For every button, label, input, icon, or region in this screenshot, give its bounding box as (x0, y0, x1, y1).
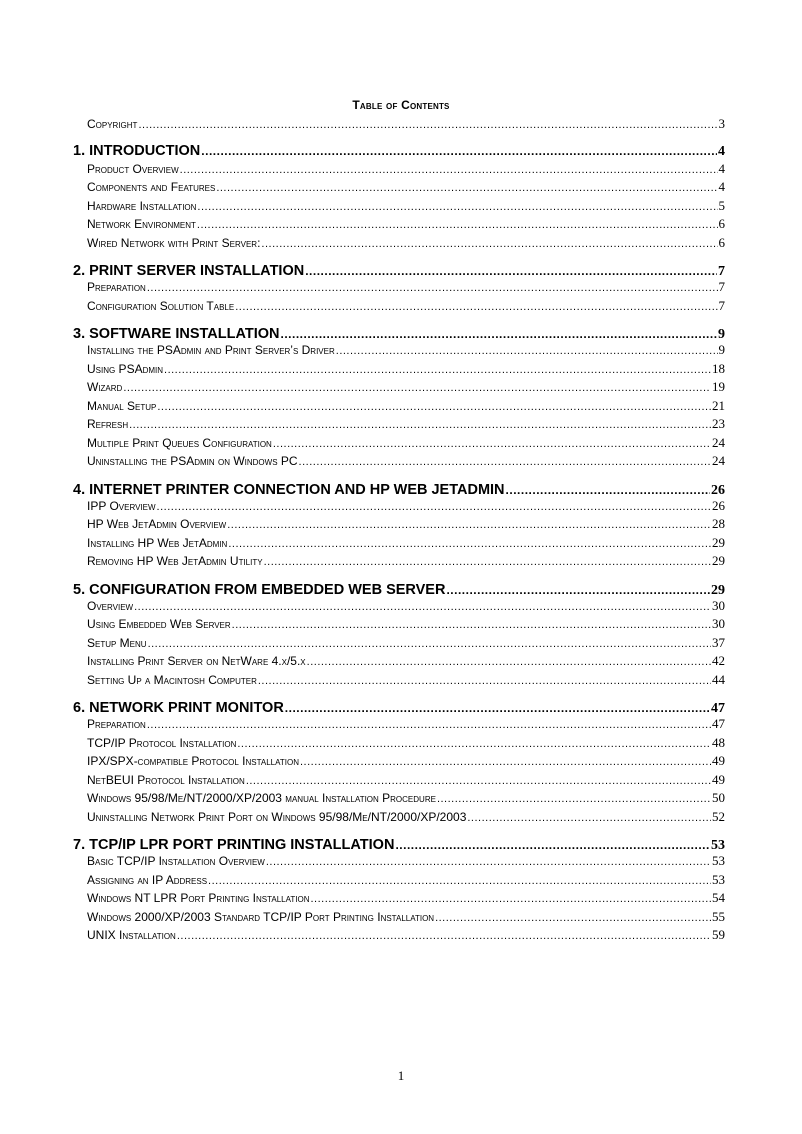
toc-entry-page: 21 (712, 397, 725, 413)
dot-leader (237, 738, 711, 750)
toc-entry-label: Copyright (87, 117, 138, 131)
toc-entry-page: 53 (711, 838, 725, 853)
dot-leader (147, 719, 711, 731)
dot-leader (264, 556, 711, 568)
toc-entry-label: Preparation (87, 280, 146, 294)
toc-entry-page: 48 (712, 734, 725, 750)
dot-leader (307, 656, 711, 668)
toc-entry-page: 54 (712, 890, 725, 905)
toc-entry-page: 55 (712, 908, 725, 924)
toc-section-entry[interactable] (73, 672, 725, 691)
toc-entry-label: Configuration Solution Table (87, 298, 235, 313)
toc-section-entry[interactable] (73, 772, 725, 791)
dot-leader (157, 401, 711, 413)
toc-entry-page: 7 (718, 297, 725, 313)
toc-entry-label: Network Environment (87, 217, 196, 231)
toc-entry-label: Using Embedded Web Server (87, 617, 231, 631)
toc-entry-page: 4 (718, 143, 725, 159)
toc-entry-label: Using PSAdmin (87, 361, 164, 376)
toc-entry-label: Windows 95/98/Me/NT/2000/XP/2003 manual Installation Procedure (87, 791, 436, 805)
toc-entry-label: 5. CONFIGURATION FROM EMBEDDED WEB SERVER (73, 581, 446, 598)
toc-entry-page: 9 (718, 327, 725, 342)
toc-entry-page: 26 (711, 482, 725, 498)
toc-entry-label: 4. INTERNET PRINTER CONNECTION AND HP WEB JETADMIN (73, 481, 505, 498)
toc-entry-label: HP Web JetAdmin Overview (87, 517, 227, 531)
toc-section-entry[interactable] (73, 235, 725, 254)
toc-section-entry[interactable] (73, 616, 725, 635)
dot-leader (280, 327, 717, 341)
toc-entry-page: 5 (718, 197, 725, 213)
toc-entry-page: 50 (712, 790, 725, 805)
dot-leader (506, 483, 710, 497)
toc-entry-label: TCP/IP Protocol Installation (87, 735, 237, 750)
toc-entry-page: 49 (712, 771, 725, 787)
toc-entry-page: 7 (718, 279, 725, 294)
toc-entry-label: UNIX Installation (87, 928, 176, 942)
toc-entry-page: 52 (712, 808, 725, 824)
toc-section-entry[interactable] (73, 361, 725, 380)
toc-entry-page: 24 (712, 434, 725, 450)
toc-entry-label: Wired Network with Print Server: (87, 235, 261, 250)
page-number: 1 (397, 1068, 405, 1083)
dot-leader (258, 675, 711, 687)
dot-leader (157, 501, 711, 513)
toc-entry-page: 44 (712, 671, 725, 687)
dot-leader (201, 144, 717, 158)
toc-entry-page: 18 (712, 360, 725, 376)
dot-leader (227, 519, 711, 531)
toc-entry-label: 3. SOFTWARE INSTALLATION (73, 326, 280, 342)
toc-section-entry[interactable] (73, 635, 725, 654)
dot-leader (197, 201, 717, 213)
toc-chapter-entry[interactable] (73, 135, 725, 161)
dot-leader (246, 775, 711, 787)
toc-entry-label: Uninstalling Network Print Port on Windows 95/98/Me/NT/2000/XP/2003 (87, 809, 467, 824)
toc-entry-page: 49 (712, 753, 725, 768)
toc-entry-label: Preparation (87, 717, 146, 731)
dot-leader (336, 345, 718, 357)
toc-entry-page: 29 (712, 534, 725, 550)
toc-entry-page: 23 (712, 416, 725, 431)
toc-section-entry[interactable] (73, 598, 725, 617)
toc-entry-label: 7. TCP/IP LPR PORT PRINTING INSTALLATION (73, 837, 395, 853)
toc-section-entry[interactable] (73, 279, 725, 298)
toc-section-entry[interactable] (73, 890, 725, 909)
dot-leader (467, 812, 711, 824)
dot-leader (138, 119, 717, 131)
toc-entry-page: 29 (711, 582, 725, 598)
dot-leader (273, 438, 711, 450)
toc-entry-label: 1. INTRODUCTION (73, 142, 201, 159)
toc-chapter-entry[interactable] (73, 253, 725, 279)
toc-entry-page: 37 (712, 634, 725, 650)
toc-section-entry[interactable] (73, 498, 725, 517)
toc-entry-page: 4 (718, 179, 725, 194)
toc-section-entry[interactable] (73, 179, 725, 198)
toc-section-entry[interactable] (73, 298, 725, 317)
toc-entry-page: 26 (712, 497, 725, 513)
dot-leader (299, 456, 711, 468)
toc-entry-label: Installing Print Server on NetWare 4.x/5.x (87, 654, 306, 668)
toc-entry-label: Basic TCP/IP Installation Overview (87, 854, 265, 868)
dot-leader (164, 364, 711, 376)
toc-entry-label: Multiple Print Queues Configuration (87, 435, 272, 450)
dot-leader (216, 182, 717, 194)
toc-section-entry[interactable] (73, 216, 725, 235)
dot-leader (266, 856, 711, 868)
toc-section-entry[interactable] (73, 379, 725, 398)
toc-entry-label: Windows 2000/XP/2003 Standard TCP/IP Port Printing Installation (87, 909, 435, 924)
toc-entry-page: 47 (711, 701, 725, 716)
dot-leader (177, 930, 711, 942)
toc-section-entry[interactable] (73, 809, 725, 828)
toc-entry-label: Wizard (87, 380, 123, 394)
toc-entry-page: 47 (712, 716, 725, 731)
toc-entry-label: NetBEUI Protocol Installation (87, 772, 245, 787)
toc-entry-label: Installing HP Web JetAdmin (87, 535, 228, 550)
toc-entry-page: 24 (712, 453, 725, 468)
dot-leader (305, 264, 717, 278)
toc-entry-label: 6. NETWORK PRINT MONITOR (73, 700, 284, 716)
toc-entry-label: Uninstalling the PSAdmin on Windows PC (87, 454, 298, 468)
toc-section-entry[interactable] (73, 198, 725, 217)
dot-leader (197, 219, 718, 231)
toc-section-entry[interactable] (73, 342, 725, 361)
dot-leader (261, 238, 717, 250)
toc-section-entry[interactable] (73, 927, 725, 946)
table-of-contents (73, 116, 725, 946)
toc-entry-label: Setting Up a Macintosh Computer (87, 672, 257, 687)
toc-entry-label: IPP Overview (87, 498, 156, 513)
toc-section-entry[interactable] (73, 161, 725, 180)
dot-leader (123, 382, 711, 394)
toc-section-entry[interactable] (73, 116, 725, 135)
toc-section-entry[interactable] (73, 909, 725, 928)
toc-entry-page: 30 (712, 616, 725, 631)
toc-entry-label: Installing the PSAdmin and Print Server’s Driver (87, 343, 335, 357)
dot-leader (395, 838, 710, 852)
dot-leader (437, 793, 711, 805)
toc-entry-label: Overview (87, 598, 134, 613)
toc-section-entry[interactable] (73, 435, 725, 454)
toc-entry-page: 3 (718, 116, 725, 131)
toc-section-entry[interactable] (73, 753, 725, 772)
toc-entry-page: 9 (718, 342, 725, 357)
dot-leader (129, 419, 711, 431)
dot-leader (285, 701, 710, 715)
dot-leader (208, 875, 711, 887)
toc-entry-label: IPX/SPX-compatible Protocol Installation (87, 754, 299, 768)
dot-leader (180, 164, 718, 176)
toc-entry-page: 53 (712, 871, 725, 887)
toc-entry-page: 4 (718, 160, 725, 176)
toc-section-entry[interactable] (73, 653, 725, 672)
toc-section-entry[interactable] (73, 790, 725, 809)
toc-section-entry[interactable] (73, 516, 725, 535)
toc-entry-label: 2. PRINT SERVER INSTALLATION (73, 263, 305, 279)
toc-section-entry[interactable] (73, 872, 725, 891)
toc-chapter-entry[interactable] (73, 316, 725, 342)
toc-entry-label: Setup Menu (87, 635, 147, 650)
toc-section-entry[interactable] (73, 453, 725, 472)
toc-section-entry[interactable] (73, 535, 725, 554)
toc-entry-label: Hardware Installation (87, 198, 197, 213)
toc-chapter-entry[interactable] (73, 827, 725, 853)
dot-leader (310, 893, 711, 905)
dot-leader (148, 638, 711, 650)
page-title: Table of Contents (352, 98, 450, 112)
dot-leader (446, 583, 710, 597)
dot-leader (300, 756, 711, 768)
toc-entry-page: 19 (712, 379, 725, 394)
toc-entry-label: Windows NT LPR Port Printing Installation (87, 891, 310, 905)
dot-leader (134, 601, 711, 613)
toc-section-entry[interactable] (73, 716, 725, 735)
toc-entry-page: 7 (718, 264, 725, 279)
toc-entry-page: 53 (712, 853, 725, 868)
toc-entry-page: 6 (718, 234, 725, 250)
toc-chapter-entry[interactable] (73, 472, 725, 498)
dot-leader (228, 538, 711, 550)
toc-entry-label: Removing HP Web JetAdmin Utility (87, 554, 263, 568)
toc-entry-label: Refresh (87, 417, 129, 431)
dot-leader (235, 301, 717, 313)
toc-section-entry[interactable] (73, 735, 725, 754)
toc-section-entry[interactable] (73, 398, 725, 417)
toc-entry-page: 59 (712, 927, 725, 942)
toc-entry-label: Manual Setup (87, 398, 157, 413)
toc-section-entry[interactable] (73, 553, 725, 572)
toc-chapter-entry[interactable] (73, 690, 725, 716)
toc-entry-label: Assigning an IP Address (87, 872, 208, 887)
toc-entry-page: 29 (712, 553, 725, 568)
toc-entry-page: 30 (712, 597, 725, 613)
toc-entry-page: 28 (712, 516, 725, 531)
toc-chapter-entry[interactable] (73, 572, 725, 598)
toc-entry-page: 42 (712, 653, 725, 668)
dot-leader (435, 912, 711, 924)
toc-section-entry[interactable] (73, 853, 725, 872)
dot-leader (232, 619, 711, 631)
toc-entry-label: Components and Features (87, 180, 216, 194)
toc-section-entry[interactable] (73, 416, 725, 435)
toc-entry-page: 6 (718, 216, 725, 231)
toc-entry-label: Product Overview (87, 161, 179, 176)
dot-leader (147, 282, 718, 294)
